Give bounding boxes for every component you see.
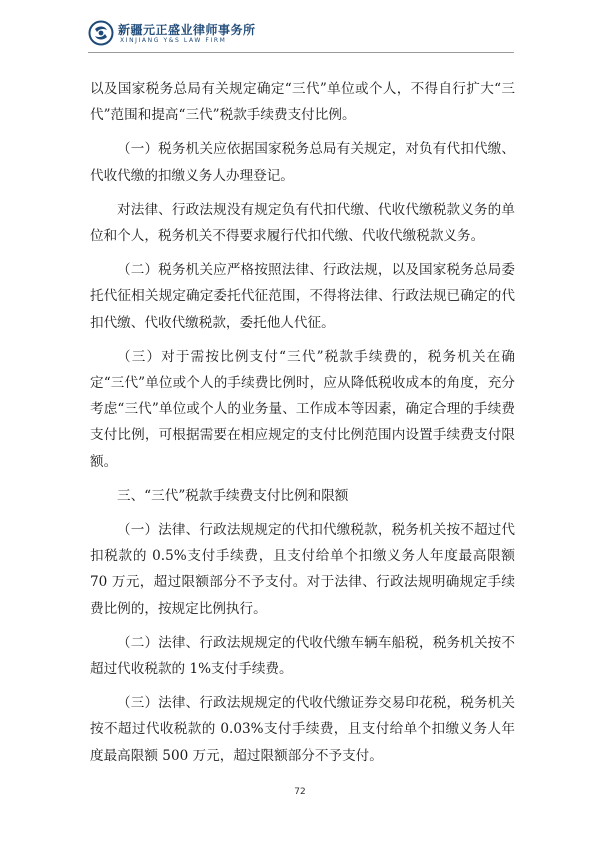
firm-name-cn: 新疆元正盛业律师事务所 xyxy=(118,23,256,37)
page-number: 72 xyxy=(294,787,306,797)
section-heading: 三、“三代”税款手续费支付比例和限额 xyxy=(117,487,349,504)
header-divider xyxy=(88,52,514,53)
paragraph: （二）税务机关应严格按照法律、行政法规，以及国家税务总局委托代征相关规定确定委托代征范围，不得将法律、行政法规已确定的代扣代缴、代收代缴税款，委托他人代征。 xyxy=(90,262,515,331)
paragraph: （三）对于需按比例支付“三代”税款手续费的，税务机关在确定“三代”单位或个人的手续费比例时，应从降低税收成本的角度，充分考虑“三代”单位或个人的业务量、工作成本等因素，确定合理的手续费支付比例，可根据需要在相应规定的支付比例范围内设置手续费支付限额。 xyxy=(90,348,515,470)
paragraph: 对法律、行政法规没有规定负有代扣代缴、代收代缴税款义务的单位和个人，税务机关不得要求履行代扣代缴、代收代缴税款义务。 xyxy=(90,201,515,245)
firm-name-en: XINJIANG Y&S LAW FIRM xyxy=(120,37,227,44)
paragraph: （一）法律、行政法规规定的代扣代缴税款，税务机关按不超过代扣税款的 0.5%支付手续费，且支付给单个扣缴义务人年度最高限额 70 万元，超过限额部分不予支付。对于法律、行政法规明确规定手续费比例的，按规定比例执行。 xyxy=(90,522,515,617)
paragraph: （三）法律、行政法规规定的代收代缴证券交易印花税，税务机关按不超过代收税款的 0.03%支付手续费，且支付给单个扣缴义务人年度最高限额 500 万元，超过限额部分不予支付。 xyxy=(90,695,515,764)
paragraph: 以及国家税务总局有关规定确定“三代”单位或个人，不得自行扩大“三代”范围和提高“三代”税款手续费支付比例。 xyxy=(90,81,515,124)
document-body xyxy=(90,76,515,777)
firm-logo-icon xyxy=(88,20,114,46)
page-header xyxy=(88,18,518,52)
paragraph: （二）法律、行政法规规定的代收代缴车辆车船税，税务机关按不超过代收税款的 1%支付手续费。 xyxy=(90,634,515,678)
paragraph: （一）税务机关应依据国家税务总局有关规定，对负有代扣代缴、代收代缴的扣缴义务人办理登记。 xyxy=(90,141,515,184)
